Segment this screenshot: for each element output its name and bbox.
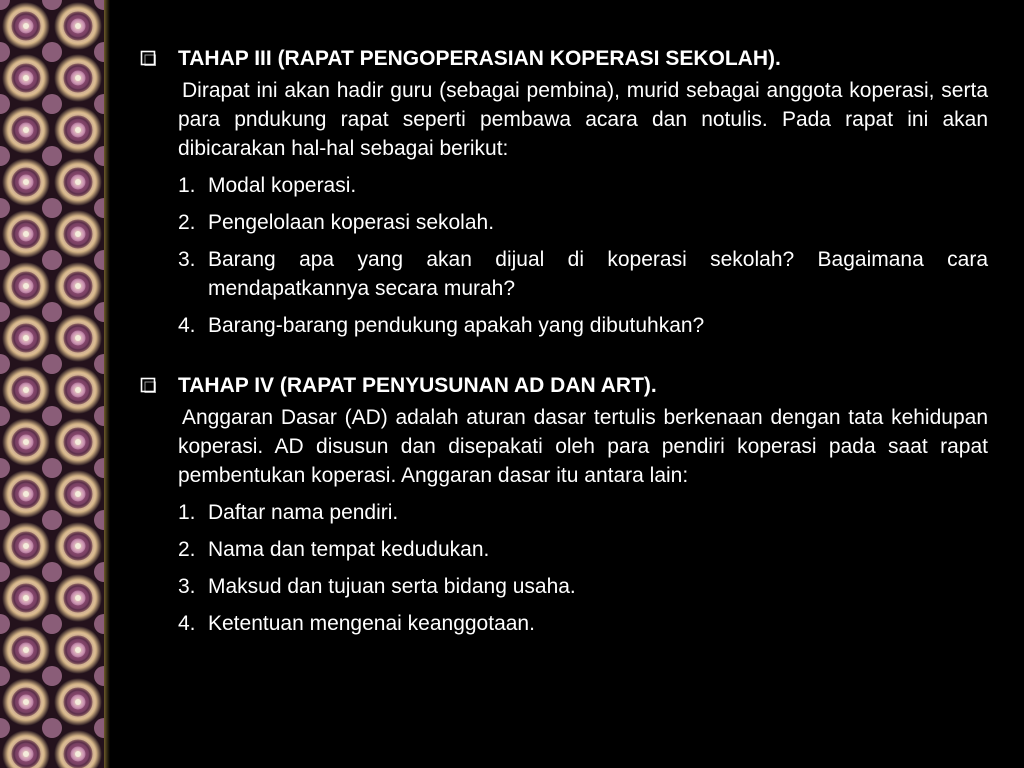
list-item [178,245,988,303]
list-item-number: 4. [178,612,196,635]
list-item-number: 4. [178,314,196,337]
list-item-text: Maksud dan tujuan serta bidang usaha. [208,575,576,598]
list-item-number: 1. [178,501,196,524]
checkbox-square-icon [140,50,156,66]
list-item-text: Daftar nama pendiri. [208,501,399,524]
numbered-list [138,171,988,340]
decorative-edge [104,0,110,768]
section-spacer [138,340,988,371]
slide-content [138,44,988,638]
list-item [178,171,988,200]
list-item-text: Nama dan tempat kedudukan. [208,538,490,561]
checkbox-square-icon [140,377,156,393]
list-item [178,535,988,564]
list-item-text: Pengelolaan koperasi sekolah. [208,211,495,234]
decorative-fractal-band [0,0,104,768]
numbered-list [138,498,988,638]
section-paragraph-text: Dirapat ini akan hadir guru (sebagai pembina), murid sebagai anggota koperasi, serta para pndukung rapat seperti pembawa acara dan notulis. Pada rapat ini akan dibicarakan hal-hal sebagai berikut: [178,79,988,160]
list-item-text: Barang apa yang akan dijual di koperasi sekolah? Bagaimana cara mendapatkannya secara murah? [208,248,988,300]
section-paragraph-text: Anggaran Dasar (AD) adalah aturan dasar tertulis berkenaan dengan tata kehidupan koperasi. AD disusun dan disepakati oleh para pendiri koperasi pada saat rapat pembentukan koperasi. Anggaran dasar itu antara lain: [178,406,988,487]
list-item [178,572,988,601]
list-item [178,208,988,237]
list-item-number: 3. [178,248,196,271]
list-item [178,498,988,527]
section-heading [138,44,988,73]
list-item-number: 3. [178,575,196,598]
list-item [178,609,988,638]
section-heading [138,371,988,400]
list-item-number: 2. [178,211,196,234]
section-paragraph [138,76,988,163]
list-item [178,311,988,340]
section-heading-text: TAHAP IV (RAPAT PENYUSUNAN AD DAN ART). [178,374,657,397]
section-heading-text: TAHAP III (RAPAT PENGOPERASIAN KOPERASI SEKOLAH). [178,47,781,70]
list-item-number: 2. [178,538,196,561]
list-item-text: Ketentuan mengenai keanggotaan. [208,612,535,635]
list-item-number: 1. [178,174,196,197]
section-paragraph [138,403,988,490]
list-item-text: Modal koperasi. [208,174,357,197]
list-item-text: Barang-barang pendukung apakah yang dibutuhkan? [208,314,705,337]
